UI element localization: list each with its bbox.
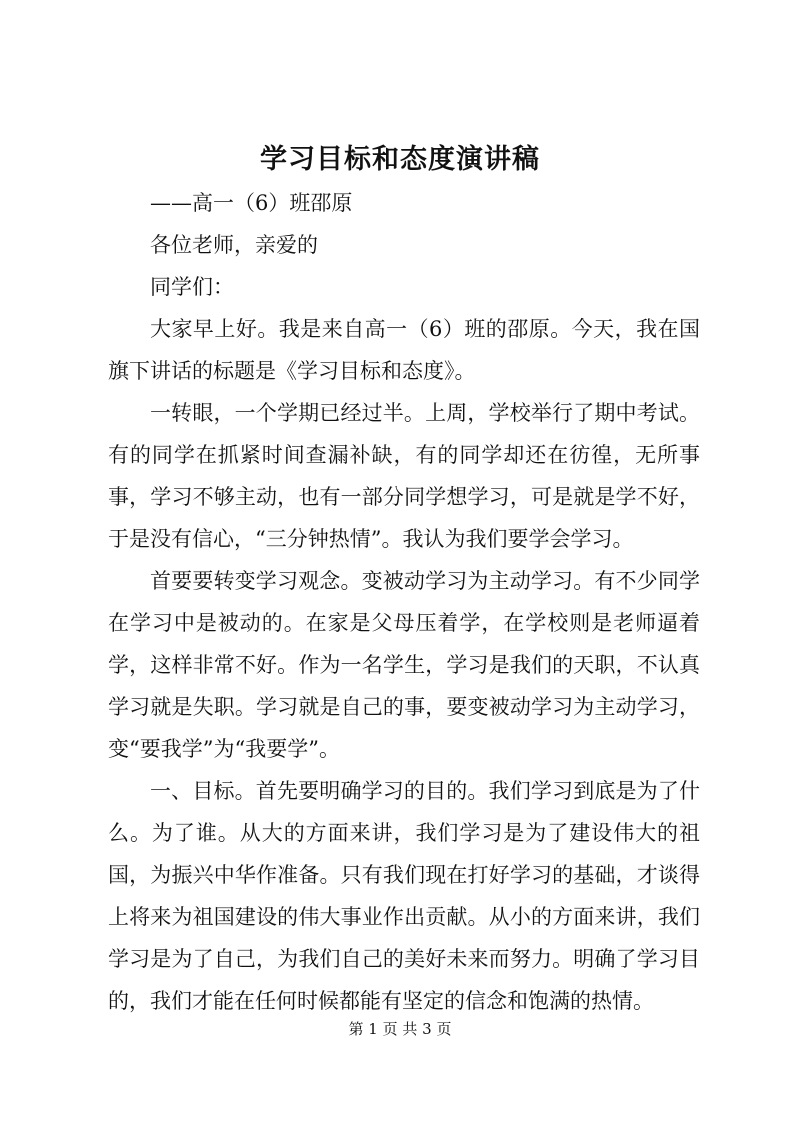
paragraph-learning-attitude: 首要要转变学习观念。变被动学习为主动学习。有不少同学在学习中是被动的。在家是父母压着学，在学校则是老师逼着学，这样非常不好。作为一名学生，学习是我们的天职，不认真学习就是失职。学习就是自己的事，要变被动学习为主动学习，变“要我学”为“我要学”。 — [108, 569, 700, 761]
paragraph-midterm: 一转眼，一个学期已经过半。上周，学校举行了期中考试。有的同学在抓紧时间查漏补缺，有的同学却还在彷徨，无所事事，学习不够主动，也有一部分同学想学习，可是就是学不好，于是没有信心，“三分钟热情”。我认为我们要学会学习。 — [108, 401, 700, 551]
document-body — [108, 182, 700, 1022]
page-footer: 第 1 页 共 3 页 — [348, 1020, 452, 1038]
document-title: 学习目标和态度演讲稿 — [260, 144, 540, 175]
paragraph-goal: 一、目标。首先要明确学习的目的。我们学习到底是为了什么。为了谁。从大的方面来讲，我们学习是为了建设伟大的祖国，为振兴中华作准备。只有我们现在打好学习的基础，才谈得上将来为祖国建设的伟大事业作出贡献。从小的方面来讲，我们学习是为了自己，为我们自己的美好未来而努力。明确了学习目的，我们才能在任何时候都能有坚定的信念和饱满的热情。 — [108, 779, 700, 1013]
salutation-line-1: 各位老师，亲爱的 — [150, 233, 318, 257]
author-line: ——高一（6）班邵原 — [150, 191, 353, 215]
paragraph-greeting: 大家早上好。我是来自高一（6）班的邵原。今天，我在国旗下讲话的标题是《学习目标和态度》。 — [108, 317, 700, 383]
salutation-line-2: 同学们： — [150, 275, 234, 299]
